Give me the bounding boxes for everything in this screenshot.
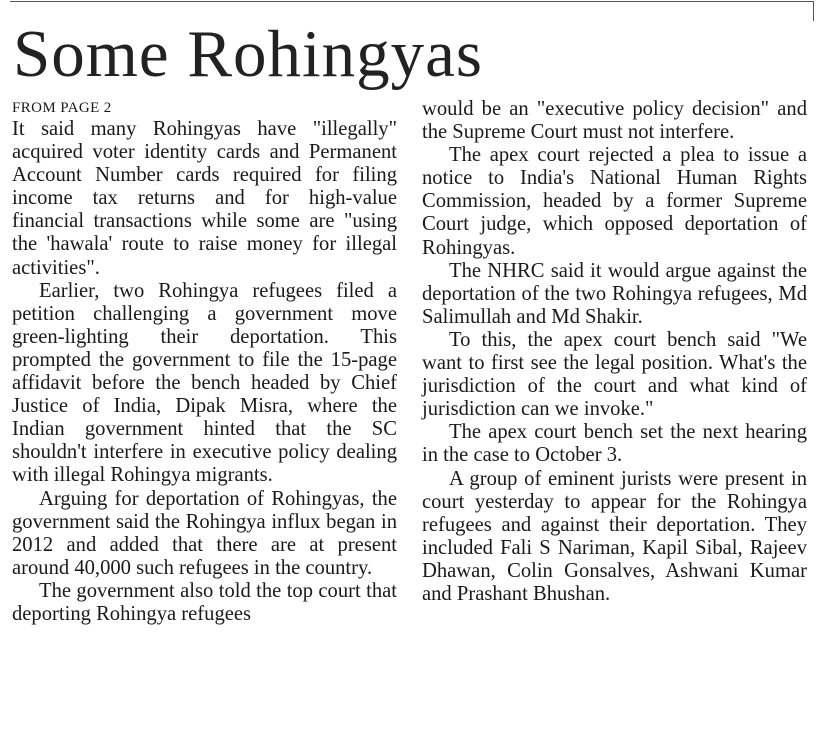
left-column xyxy=(12,98,397,626)
headline: Some Rohingyas xyxy=(13,17,483,91)
paragraph: Arguing for deportation of Rohingyas, the government said the Rohingya influx began in 2012 and added that there are at present around 40,000 such refugees in the country. xyxy=(12,487,397,579)
right-divider xyxy=(813,1,814,21)
paragraph: The government also told the top court that deporting Rohingya refugees xyxy=(12,579,397,625)
right-column xyxy=(422,98,807,606)
paragraph: To this, the apex court bench said "We want to first see the legal position. What's the jurisdiction of the court and what kind of jurisdiction can we invoke." xyxy=(422,328,807,421)
paragraph: It said many Rohingyas have "illegally" acquired voter identity cards and Permanent Account Number cards required for filing income tax returns and for high-value financial transactions while some are "using the 'hawala' route to raise money for illegal activities". xyxy=(12,118,397,279)
paragraph: The NHRC said it would argue against the deportation of the two Rohingya refugees, Md Salimullah and Md Shakir. xyxy=(422,259,807,328)
paragraph: Earlier, two Rohingya refugees filed a petition challenging a government move green-lighting their deportation. This prompted the government to file the 15-page affidavit before the bench headed by Chief Justice of India, Dipak Misra, where the Indian government hinted that the SC shouldn't interfere in executive policy dealing with illegal Rohingya migrants. xyxy=(12,279,397,487)
from-page-label: FROM PAGE 2 xyxy=(12,100,112,116)
top-divider xyxy=(10,1,814,2)
paragraph: The apex court rejected a plea to issue a notice to India's National Human Rights Commission, headed by a former Supreme Court judge, which opposed deportation of Rohingyas. xyxy=(422,144,807,259)
paragraph: A group of eminent jurists were present in court yesterday to appear for the Rohingya refugees and against their deportation. They included Fali S Nariman, Kapil Sibal, Rajeev Dhawan, Colin Gonsalves, Ashwani Kumar and Prashant Bhushan. xyxy=(422,467,807,605)
paragraph: would be an "executive policy decision" and the Supreme Court must not interfere. xyxy=(422,98,807,144)
paragraph: The apex court bench set the next hearing in the case to October 3. xyxy=(422,421,807,467)
